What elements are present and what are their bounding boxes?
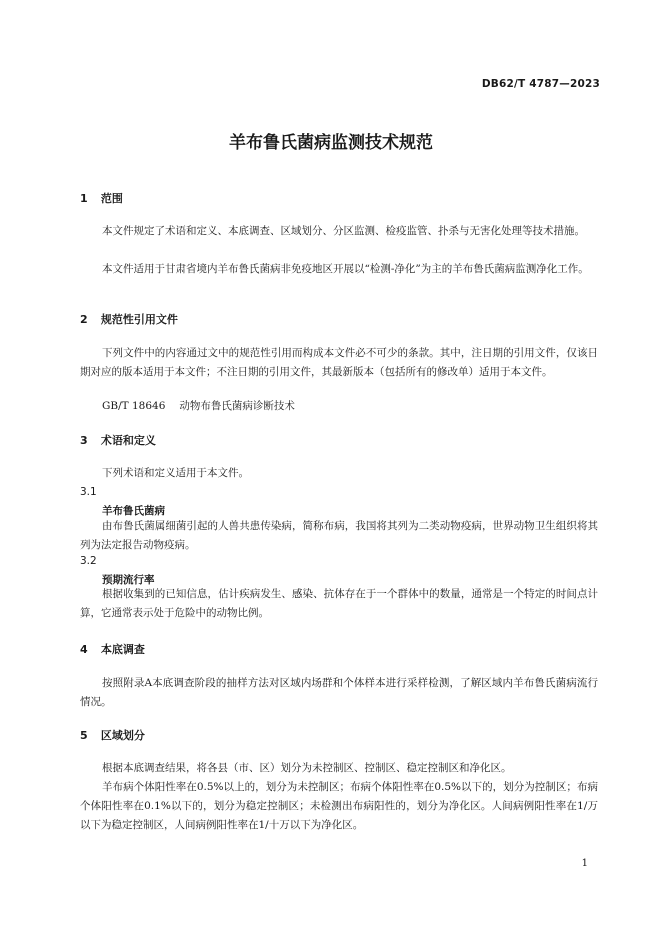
section-number: 5 <box>80 729 88 742</box>
reference-name: 动物布鲁氏菌病诊断技术 <box>179 400 295 412</box>
document-code: DB62/T 4787—2023 <box>481 78 600 90</box>
document-title: 羊布鲁氏菌病监测技术规范 <box>229 133 433 153</box>
section-number: 2 <box>80 313 88 326</box>
section-number: 1 <box>80 192 88 205</box>
reference-code: GB/T 18646 <box>102 400 166 412</box>
term-definition-3-1: 由布鲁氏菌属细菌引起的人兽共患传染病，简称布病，我国将其列为二类动物疫病，世界动物卫生组织将其列为法定报告动物疫病。 <box>80 520 598 551</box>
section-4-heading <box>80 641 145 657</box>
term-number-3-2: 3.2 <box>80 555 97 567</box>
section-2-paragraph: 下列文件中的内容通过文中的规范性引用而构成本文件必不可少的条款。其中，注日期的引用文件，仅该日期对应的版本适用于本文件；不注日期的引用文件，其最新版本（包括所有的修改单）适用于本文件。 <box>80 347 598 378</box>
section-1-heading <box>80 190 123 206</box>
section-1-paragraph-2: 本文件适用于甘肃省境内羊布鲁氏菌病非免疫地区开展以“检测-净化”为主的羊布鲁氏菌病监测净化工作。 <box>102 263 589 275</box>
section-title: 术语和定义 <box>100 434 156 447</box>
section-4-paragraph: 按照附录A本底调查阶段的抽样方法对区域内场群和个体样本进行采样检测，了解区域内羊布鲁氏菌病流行情况。 <box>80 677 598 708</box>
section-number: 3 <box>80 434 88 447</box>
section-title: 本底调查 <box>100 643 145 656</box>
section-2-heading <box>80 311 178 327</box>
section-number: 4 <box>80 643 88 656</box>
term-title-3-2: 预期流行率 <box>102 574 155 586</box>
term-title-3-1: 羊布鲁氏菌病 <box>102 505 165 517</box>
section-3-heading <box>80 432 156 448</box>
section-5-heading <box>80 727 145 743</box>
section-title: 规范性引用文件 <box>100 313 178 326</box>
term-number-3-1: 3.1 <box>80 486 97 498</box>
section-5-paragraph-1: 根据本底调查结果，将各县（市、区）划分为未控制区、控制区、稳定控制区和净化区。 <box>102 762 512 774</box>
section-title: 区域划分 <box>100 729 145 742</box>
section-title: 范围 <box>100 192 123 205</box>
term-definition-3-2: 根据收集到的已知信息，估计疾病发生、感染、抗体存在于一个群体中的数量，通常是一个特定的时间点计算，它通常表示处于危险中的动物比例。 <box>80 588 598 619</box>
section-5-paragraph-2: 羊布病个体阳性率在0.5%以上的，划分为未控制区；布病个体阳性率在0.5%以下的，划分为控制区；布病个体阳性率在0.1%以下的，划分为稳定控制区；未检测出布病阳性的，划分为净化区。人间病例阳性率在1/万以下为稳定控制区，人间病例阳性率在1/十万以下为净化区。 <box>80 781 598 831</box>
section-3-intro: 下列术语和定义适用于本文件。 <box>102 467 249 479</box>
section-1-paragraph-1: 本文件规定了术语和定义、本底调查、区域划分、分区监测、检疫监管、扑杀与无害化处理等技术措施。 <box>102 225 585 237</box>
normative-reference <box>102 398 295 413</box>
page-number: 1 <box>581 858 588 869</box>
